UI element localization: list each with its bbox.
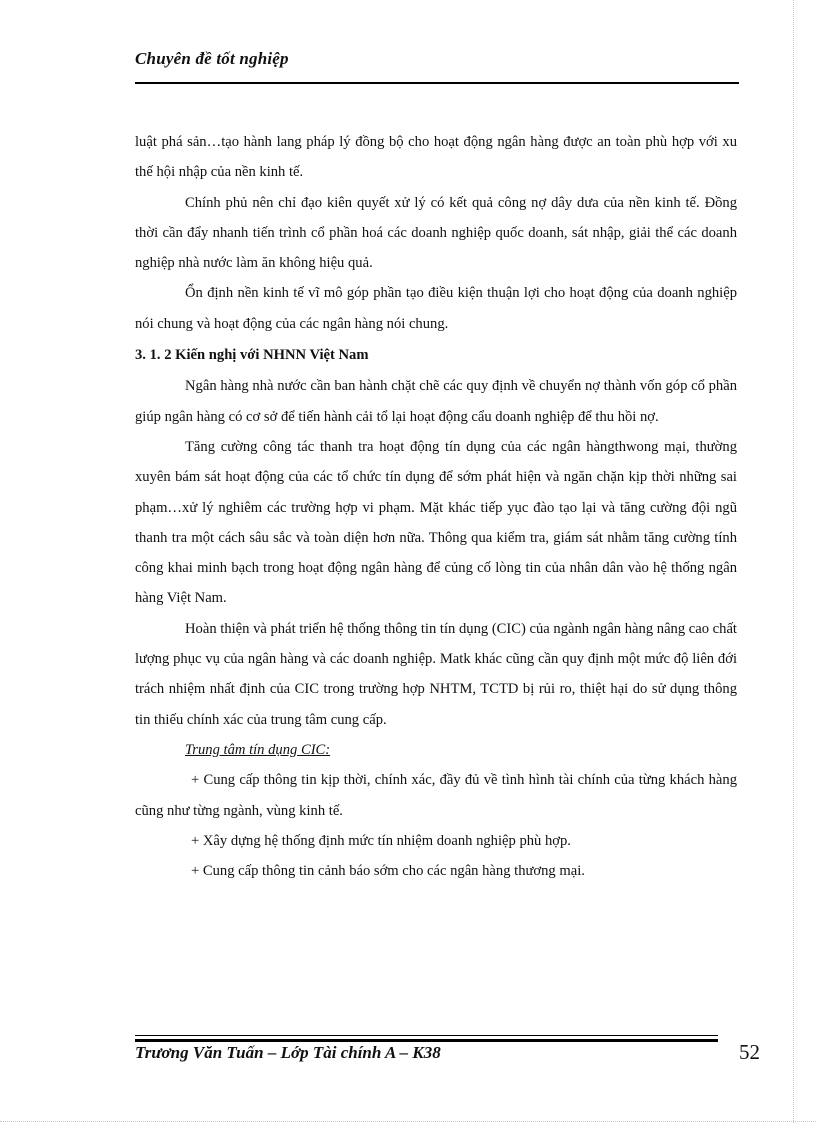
- list-item: + Cung cấp thông tin cảnh báo sớm cho các ngân hàng thương mại.: [191, 863, 585, 880]
- page-number: 52: [739, 1040, 760, 1064]
- document-body: [135, 127, 737, 886]
- footer-divider-thin: [135, 1035, 718, 1036]
- list-item: + Xây dựng hệ thống định mức tín nhiệm doanh nghiệp phù hợp.: [191, 832, 571, 849]
- page-border-bottom: [0, 1121, 816, 1122]
- paragraph: Hoàn thiện và phát triển hệ thống thông tin tín dụng (CIC) của ngành ngân hàng nâng cao chất lượng phục vụ của ngân hàng và các doanh nghiệp. Matk khác cũng cần quy định một mức độ liên đới trách nhiệm nhất định của CIC trong trường hợp NHTM, TCTD bị rủi ro, thiệt hại do sử dụng thông tin thiếu chính xác của trung tâm cung cấp.: [135, 620, 737, 728]
- header-title: Chuyên đề tốt nghiệp: [135, 49, 289, 68]
- header-divider: [135, 82, 739, 84]
- section-heading: 3. 1. 2 Kiến nghị với NHNN Việt Nam: [135, 347, 369, 364]
- footer-divider-thick: [135, 1039, 718, 1042]
- footer-author: Trương Văn Tuấn – Lớp Tài chính A – K38: [135, 1043, 441, 1062]
- paragraph: Chính phủ nên chỉ đạo kiên quyết xử lý có kết quả công nợ dây dưa của nền kinh tế. Đồng thời cần đẩy nhanh tiến trình cổ phần hoá các doanh nghiệp quốc doanh, sát nhập, giải thể các doanh nghiệp nhà nước làm ăn không hiệu quả.: [135, 194, 737, 272]
- paragraph: luật phá sản…tạo hành lang pháp lý đồng bộ cho hoạt động ngân hàng được an toàn phù hợp với xu thế hội nhập của nền kinh tế.: [135, 134, 737, 181]
- list-item: + Cung cấp thông tin kịp thời, chính xác, đầy đủ về tình hình tài chính của từng khách hàng cũng như từng ngành, vùng kinh tế.: [135, 772, 737, 819]
- subheading: Trung tâm tín dụng CIC:: [185, 741, 331, 758]
- paragraph: Ngân hàng nhà nước cần ban hành chặt chẽ các quy định về chuyển nợ thành vốn góp cổ phần giúp ngân hàng có cơ sở để tiến hành cải tổ lại hoạt động cẩu doanh nghiệp để thu hồi nợ.: [135, 378, 737, 425]
- page-border-right: [793, 0, 794, 1123]
- paragraph: Tăng cường công tác thanh tra hoạt động tín dụng của các ngân hàngthwong mại, thường xuyên bám sát hoạt động của các tổ chức tín dụng để sớm phát hiện và ngăn chặn kịp thời những sai phạm…xử lý nghiêm các trường hợp vi phạm. Mặt khác tiếp yục đào tạo lại và tăng cường đội ngũ thanh tra một cách sâu sắc và toàn diện hơn nữa. Thông qua kiểm tra, giám sát nhằm tăng cường tính công khai minh bạch trong hoạt động ngân hàng để củng cố lòng tin của nhân dân vào hệ thống ngân hàng Việt Nam.: [135, 438, 737, 607]
- paragraph: Ổn định nền kinh tế vĩ mô góp phần tạo điều kiện thuận lợi cho hoạt động của doanh nghiệp nói chung và hoạt động của các ngân hàng nói chung.: [135, 285, 737, 332]
